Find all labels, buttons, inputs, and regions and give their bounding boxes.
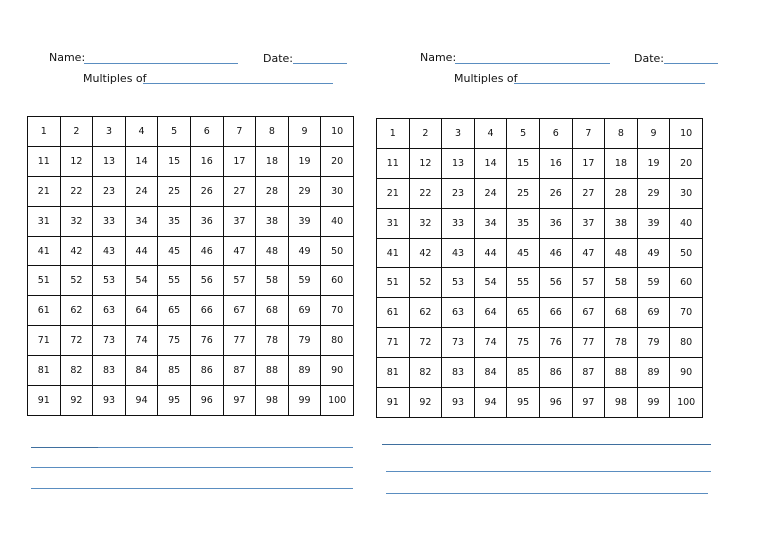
grid-cell[interactable]: 7 — [223, 117, 256, 147]
grid-cell[interactable]: 60 — [670, 268, 703, 298]
grid-cell[interactable]: 55 — [507, 268, 540, 298]
grid-cell[interactable]: 92 — [60, 386, 93, 416]
grid-cell[interactable]: 98 — [605, 388, 638, 418]
grid-cell[interactable]: 75 — [158, 326, 191, 356]
grid-cell[interactable]: 41 — [28, 236, 61, 266]
grid-cell[interactable]: 73 — [93, 326, 126, 356]
grid-cell[interactable]: 51 — [28, 266, 61, 296]
grid-cell[interactable]: 95 — [507, 388, 540, 418]
grid-cell[interactable]: 95 — [158, 386, 191, 416]
grid-cell[interactable]: 34 — [474, 208, 507, 238]
grid-cell[interactable]: 56 — [539, 268, 572, 298]
grid-cell[interactable]: 18 — [256, 146, 289, 176]
grid-cell[interactable]: 41 — [377, 238, 410, 268]
grid-cell[interactable]: 45 — [158, 236, 191, 266]
hundreds-chart — [27, 116, 354, 416]
grid-cell[interactable]: 61 — [377, 298, 410, 328]
grid-cell[interactable]: 57 — [223, 266, 256, 296]
grid-cell[interactable]: 1 — [377, 119, 410, 149]
grid-cell[interactable]: 37 — [223, 206, 256, 236]
grid-cell[interactable]: 97 — [572, 388, 605, 418]
grid-cell[interactable]: 16 — [190, 146, 223, 176]
grid-cell[interactable]: 19 — [288, 146, 321, 176]
grid-row — [28, 146, 354, 176]
grid-cell[interactable]: 78 — [256, 326, 289, 356]
answer-line-1[interactable] — [382, 444, 711, 445]
grid-cell[interactable]: 6 — [539, 119, 572, 149]
date-field-line[interactable] — [664, 63, 718, 64]
grid-cell[interactable]: 86 — [190, 356, 223, 386]
grid-cell[interactable]: 67 — [572, 298, 605, 328]
grid-cell[interactable]: 98 — [256, 386, 289, 416]
grid-cell[interactable]: 35 — [507, 208, 540, 238]
grid-cell[interactable]: 21 — [377, 178, 410, 208]
name-label: Name: — [420, 51, 457, 64]
grid-cell[interactable]: 91 — [28, 386, 61, 416]
grid-row — [377, 388, 703, 418]
grid-cell[interactable]: 65 — [507, 298, 540, 328]
date-field-line[interactable] — [293, 63, 347, 64]
grid-cell[interactable]: 22 — [409, 178, 442, 208]
grid-cell[interactable]: 40 — [670, 208, 703, 238]
grid-cell[interactable]: 29 — [288, 176, 321, 206]
grid-cell[interactable]: 77 — [572, 328, 605, 358]
grid-cell[interactable]: 56 — [190, 266, 223, 296]
grid-cell[interactable]: 48 — [256, 236, 289, 266]
grid-cell[interactable]: 29 — [637, 178, 670, 208]
grid-cell[interactable]: 53 — [442, 268, 475, 298]
grid-row — [28, 266, 354, 296]
grid-cell[interactable]: 28 — [605, 178, 638, 208]
grid-cell[interactable]: 20 — [321, 146, 354, 176]
grid-cell[interactable]: 49 — [637, 238, 670, 268]
grid-cell[interactable]: 74 — [474, 328, 507, 358]
grid-row — [377, 268, 703, 298]
grid-cell[interactable]: 99 — [288, 386, 321, 416]
grid-cell[interactable]: 53 — [93, 266, 126, 296]
grid-cell[interactable]: 70 — [670, 298, 703, 328]
grid-cell[interactable]: 22 — [60, 176, 93, 206]
grid-cell[interactable]: 64 — [474, 298, 507, 328]
grid-cell[interactable]: 72 — [409, 328, 442, 358]
grid-row — [377, 119, 703, 149]
answer-line-3[interactable] — [386, 493, 708, 494]
grid-cell[interactable]: 89 — [288, 356, 321, 386]
multiples-field-line[interactable] — [143, 83, 333, 84]
grid-row — [28, 206, 354, 236]
grid-cell[interactable]: 54 — [125, 266, 158, 296]
grid-cell[interactable]: 4 — [474, 119, 507, 149]
grid-cell[interactable]: 75 — [507, 328, 540, 358]
grid-cell[interactable]: 26 — [539, 178, 572, 208]
grid-cell[interactable]: 2 — [409, 119, 442, 149]
grid-cell[interactable]: 65 — [158, 296, 191, 326]
grid-cell[interactable]: 14 — [474, 148, 507, 178]
grid-cell[interactable]: 39 — [288, 206, 321, 236]
grid-cell[interactable]: 40 — [321, 206, 354, 236]
grid-row — [28, 326, 354, 356]
grid-cell[interactable]: 45 — [507, 238, 540, 268]
grid-cell[interactable]: 47 — [223, 236, 256, 266]
grid-cell[interactable]: 76 — [190, 326, 223, 356]
grid-cell[interactable]: 58 — [605, 268, 638, 298]
grid-cell[interactable]: 100 — [321, 386, 354, 416]
grid-cell[interactable]: 74 — [125, 326, 158, 356]
grid-cell[interactable]: 59 — [288, 266, 321, 296]
grid-cell[interactable]: 82 — [60, 356, 93, 386]
grid-cell[interactable]: 68 — [605, 298, 638, 328]
grid-row — [28, 356, 354, 386]
date-label: Date: — [263, 52, 293, 65]
grid-row — [377, 208, 703, 238]
grid-cell[interactable]: 7 — [572, 119, 605, 149]
grid-row — [28, 176, 354, 206]
grid-cell[interactable]: 62 — [409, 298, 442, 328]
grid-cell[interactable]: 63 — [442, 298, 475, 328]
grid-cell[interactable]: 19 — [637, 148, 670, 178]
grid-cell[interactable]: 90 — [670, 358, 703, 388]
grid-cell[interactable]: 17 — [572, 148, 605, 178]
grid-row — [377, 358, 703, 388]
grid-cell[interactable]: 83 — [442, 358, 475, 388]
grid-cell[interactable]: 63 — [93, 296, 126, 326]
grid-cell[interactable]: 38 — [605, 208, 638, 238]
grid-cell[interactable]: 87 — [223, 356, 256, 386]
grid-cell[interactable]: 30 — [670, 178, 703, 208]
grid-cell[interactable]: 49 — [288, 236, 321, 266]
grid-row — [377, 238, 703, 268]
grid-cell[interactable]: 54 — [474, 268, 507, 298]
grid-cell[interactable]: 20 — [670, 148, 703, 178]
grid-cell[interactable]: 68 — [256, 296, 289, 326]
grid-cell[interactable]: 30 — [321, 176, 354, 206]
grid-cell[interactable]: 69 — [288, 296, 321, 326]
grid-cell[interactable]: 5 — [507, 119, 540, 149]
grid-cell[interactable]: 13 — [93, 146, 126, 176]
grid-cell[interactable]: 31 — [377, 208, 410, 238]
grid-cell[interactable]: 6 — [190, 117, 223, 147]
grid-cell[interactable]: 38 — [256, 206, 289, 236]
grid-cell[interactable]: 62 — [60, 296, 93, 326]
grid-cell[interactable]: 4 — [125, 117, 158, 147]
grid-cell[interactable]: 51 — [377, 268, 410, 298]
grid-cell[interactable]: 88 — [605, 358, 638, 388]
grid-cell[interactable]: 31 — [28, 206, 61, 236]
grid-cell[interactable]: 46 — [190, 236, 223, 266]
grid-cell[interactable]: 43 — [93, 236, 126, 266]
grid-cell[interactable]: 96 — [539, 388, 572, 418]
grid-cell[interactable]: 71 — [377, 328, 410, 358]
answer-line-2[interactable] — [31, 467, 353, 468]
grid-cell[interactable]: 11 — [377, 148, 410, 178]
grid-cell[interactable]: 10 — [321, 117, 354, 147]
grid-cell[interactable]: 52 — [409, 268, 442, 298]
grid-cell[interactable]: 99 — [637, 388, 670, 418]
grid-cell[interactable]: 88 — [256, 356, 289, 386]
grid-cell[interactable]: 80 — [670, 328, 703, 358]
grid-cell[interactable]: 11 — [28, 146, 61, 176]
grid-cell[interactable]: 32 — [409, 208, 442, 238]
grid-cell[interactable]: 3 — [93, 117, 126, 147]
grid-cell[interactable]: 93 — [442, 388, 475, 418]
grid-cell[interactable]: 47 — [572, 238, 605, 268]
grid-cell[interactable]: 13 — [442, 148, 475, 178]
grid-cell[interactable]: 80 — [321, 326, 354, 356]
name-field-line[interactable] — [455, 63, 610, 64]
grid-cell[interactable]: 66 — [190, 296, 223, 326]
grid-cell[interactable]: 14 — [125, 146, 158, 176]
grid-cell[interactable]: 91 — [377, 388, 410, 418]
grid-cell[interactable]: 37 — [572, 208, 605, 238]
grid-cell[interactable]: 85 — [158, 356, 191, 386]
multiples-of-label: Multiples of — [83, 72, 147, 85]
grid-cell[interactable]: 94 — [125, 386, 158, 416]
grid-cell[interactable]: 55 — [158, 266, 191, 296]
grid-cell[interactable]: 52 — [60, 266, 93, 296]
grid-cell[interactable]: 34 — [125, 206, 158, 236]
grid-cell[interactable]: 84 — [125, 356, 158, 386]
grid-cell[interactable]: 21 — [28, 176, 61, 206]
worksheet-right — [384, 0, 768, 543]
grid-cell[interactable]: 76 — [539, 328, 572, 358]
grid-cell[interactable]: 27 — [223, 176, 256, 206]
grid-cell[interactable]: 60 — [321, 266, 354, 296]
grid-cell[interactable]: 69 — [637, 298, 670, 328]
grid-row — [28, 386, 354, 416]
grid-cell[interactable]: 28 — [256, 176, 289, 206]
grid-row — [377, 148, 703, 178]
grid-cell[interactable]: 93 — [93, 386, 126, 416]
grid-cell[interactable]: 39 — [637, 208, 670, 238]
answer-line-1-accent — [31, 447, 98, 448]
grid-cell[interactable]: 90 — [321, 356, 354, 386]
grid-cell[interactable]: 79 — [288, 326, 321, 356]
grid-cell[interactable]: 86 — [539, 358, 572, 388]
grid-cell[interactable]: 79 — [637, 328, 670, 358]
name-label: Name: — [49, 51, 86, 64]
grid-cell[interactable]: 15 — [507, 148, 540, 178]
grid-cell[interactable]: 36 — [190, 206, 223, 236]
grid-cell[interactable]: 81 — [28, 356, 61, 386]
grid-cell[interactable]: 24 — [474, 178, 507, 208]
grid-cell[interactable]: 26 — [190, 176, 223, 206]
grid-cell[interactable]: 27 — [572, 178, 605, 208]
grid-cell[interactable]: 43 — [442, 238, 475, 268]
grid-cell[interactable]: 58 — [256, 266, 289, 296]
grid-cell[interactable]: 33 — [93, 206, 126, 236]
grid-cell[interactable]: 32 — [60, 206, 93, 236]
grid-cell[interactable]: 12 — [409, 148, 442, 178]
grid-cell[interactable]: 42 — [60, 236, 93, 266]
grid-cell[interactable]: 25 — [158, 176, 191, 206]
grid-cell[interactable]: 42 — [409, 238, 442, 268]
grid-row — [28, 296, 354, 326]
grid-cell[interactable]: 46 — [539, 238, 572, 268]
grid-cell[interactable]: 15 — [158, 146, 191, 176]
grid-cell[interactable]: 18 — [605, 148, 638, 178]
grid-cell[interactable]: 100 — [670, 388, 703, 418]
answer-line-2[interactable] — [386, 471, 711, 472]
grid-cell[interactable]: 72 — [60, 326, 93, 356]
grid-cell[interactable]: 5 — [158, 117, 191, 147]
grid-cell[interactable]: 16 — [539, 148, 572, 178]
grid-cell[interactable]: 61 — [28, 296, 61, 326]
grid-cell[interactable]: 97 — [223, 386, 256, 416]
grid-cell[interactable]: 67 — [223, 296, 256, 326]
grid-cell[interactable]: 24 — [125, 176, 158, 206]
grid-cell[interactable]: 23 — [93, 176, 126, 206]
grid-cell[interactable]: 35 — [158, 206, 191, 236]
grid-cell[interactable]: 8 — [256, 117, 289, 147]
grid-cell[interactable]: 87 — [572, 358, 605, 388]
grid-cell[interactable]: 89 — [637, 358, 670, 388]
grid-row — [377, 178, 703, 208]
answer-line-3[interactable] — [31, 488, 353, 489]
grid-cell[interactable]: 44 — [474, 238, 507, 268]
grid-cell[interactable]: 36 — [539, 208, 572, 238]
grid-cell[interactable]: 84 — [474, 358, 507, 388]
grid-cell[interactable]: 48 — [605, 238, 638, 268]
grid-row — [377, 328, 703, 358]
grid-cell[interactable]: 23 — [442, 178, 475, 208]
grid-cell[interactable]: 10 — [670, 119, 703, 149]
grid-cell[interactable]: 83 — [93, 356, 126, 386]
grid-cell[interactable]: 66 — [539, 298, 572, 328]
grid-cell[interactable]: 81 — [377, 358, 410, 388]
grid-cell[interactable]: 44 — [125, 236, 158, 266]
grid-cell[interactable]: 33 — [442, 208, 475, 238]
grid-cell[interactable]: 71 — [28, 326, 61, 356]
grid-cell[interactable]: 96 — [190, 386, 223, 416]
grid-cell[interactable]: 59 — [637, 268, 670, 298]
grid-cell[interactable]: 78 — [605, 328, 638, 358]
grid-cell[interactable]: 1 — [28, 117, 61, 147]
grid-row — [28, 236, 354, 266]
grid-cell[interactable]: 94 — [474, 388, 507, 418]
grid-cell[interactable]: 92 — [409, 388, 442, 418]
grid-cell[interactable]: 9 — [637, 119, 670, 149]
grid-cell[interactable]: 25 — [507, 178, 540, 208]
date-label: Date: — [634, 52, 664, 65]
grid-cell[interactable]: 77 — [223, 326, 256, 356]
name-field-line[interactable] — [84, 63, 238, 64]
grid-cell[interactable]: 50 — [321, 236, 354, 266]
hundreds-chart — [376, 118, 703, 418]
grid-cell[interactable]: 64 — [125, 296, 158, 326]
grid-cell[interactable]: 12 — [60, 146, 93, 176]
grid-cell[interactable]: 2 — [60, 117, 93, 147]
grid-row — [28, 117, 354, 147]
grid-row — [377, 298, 703, 328]
grid-cell[interactable]: 73 — [442, 328, 475, 358]
grid-cell[interactable]: 8 — [605, 119, 638, 149]
multiples-of-label: Multiples of — [454, 72, 518, 85]
multiples-field-line[interactable] — [514, 83, 705, 84]
grid-cell[interactable]: 70 — [321, 296, 354, 326]
grid-cell[interactable]: 3 — [442, 119, 475, 149]
grid-cell[interactable]: 9 — [288, 117, 321, 147]
grid-cell[interactable]: 17 — [223, 146, 256, 176]
grid-cell[interactable]: 85 — [507, 358, 540, 388]
grid-cell[interactable]: 57 — [572, 268, 605, 298]
grid-cell[interactable]: 50 — [670, 238, 703, 268]
grid-cell[interactable]: 82 — [409, 358, 442, 388]
